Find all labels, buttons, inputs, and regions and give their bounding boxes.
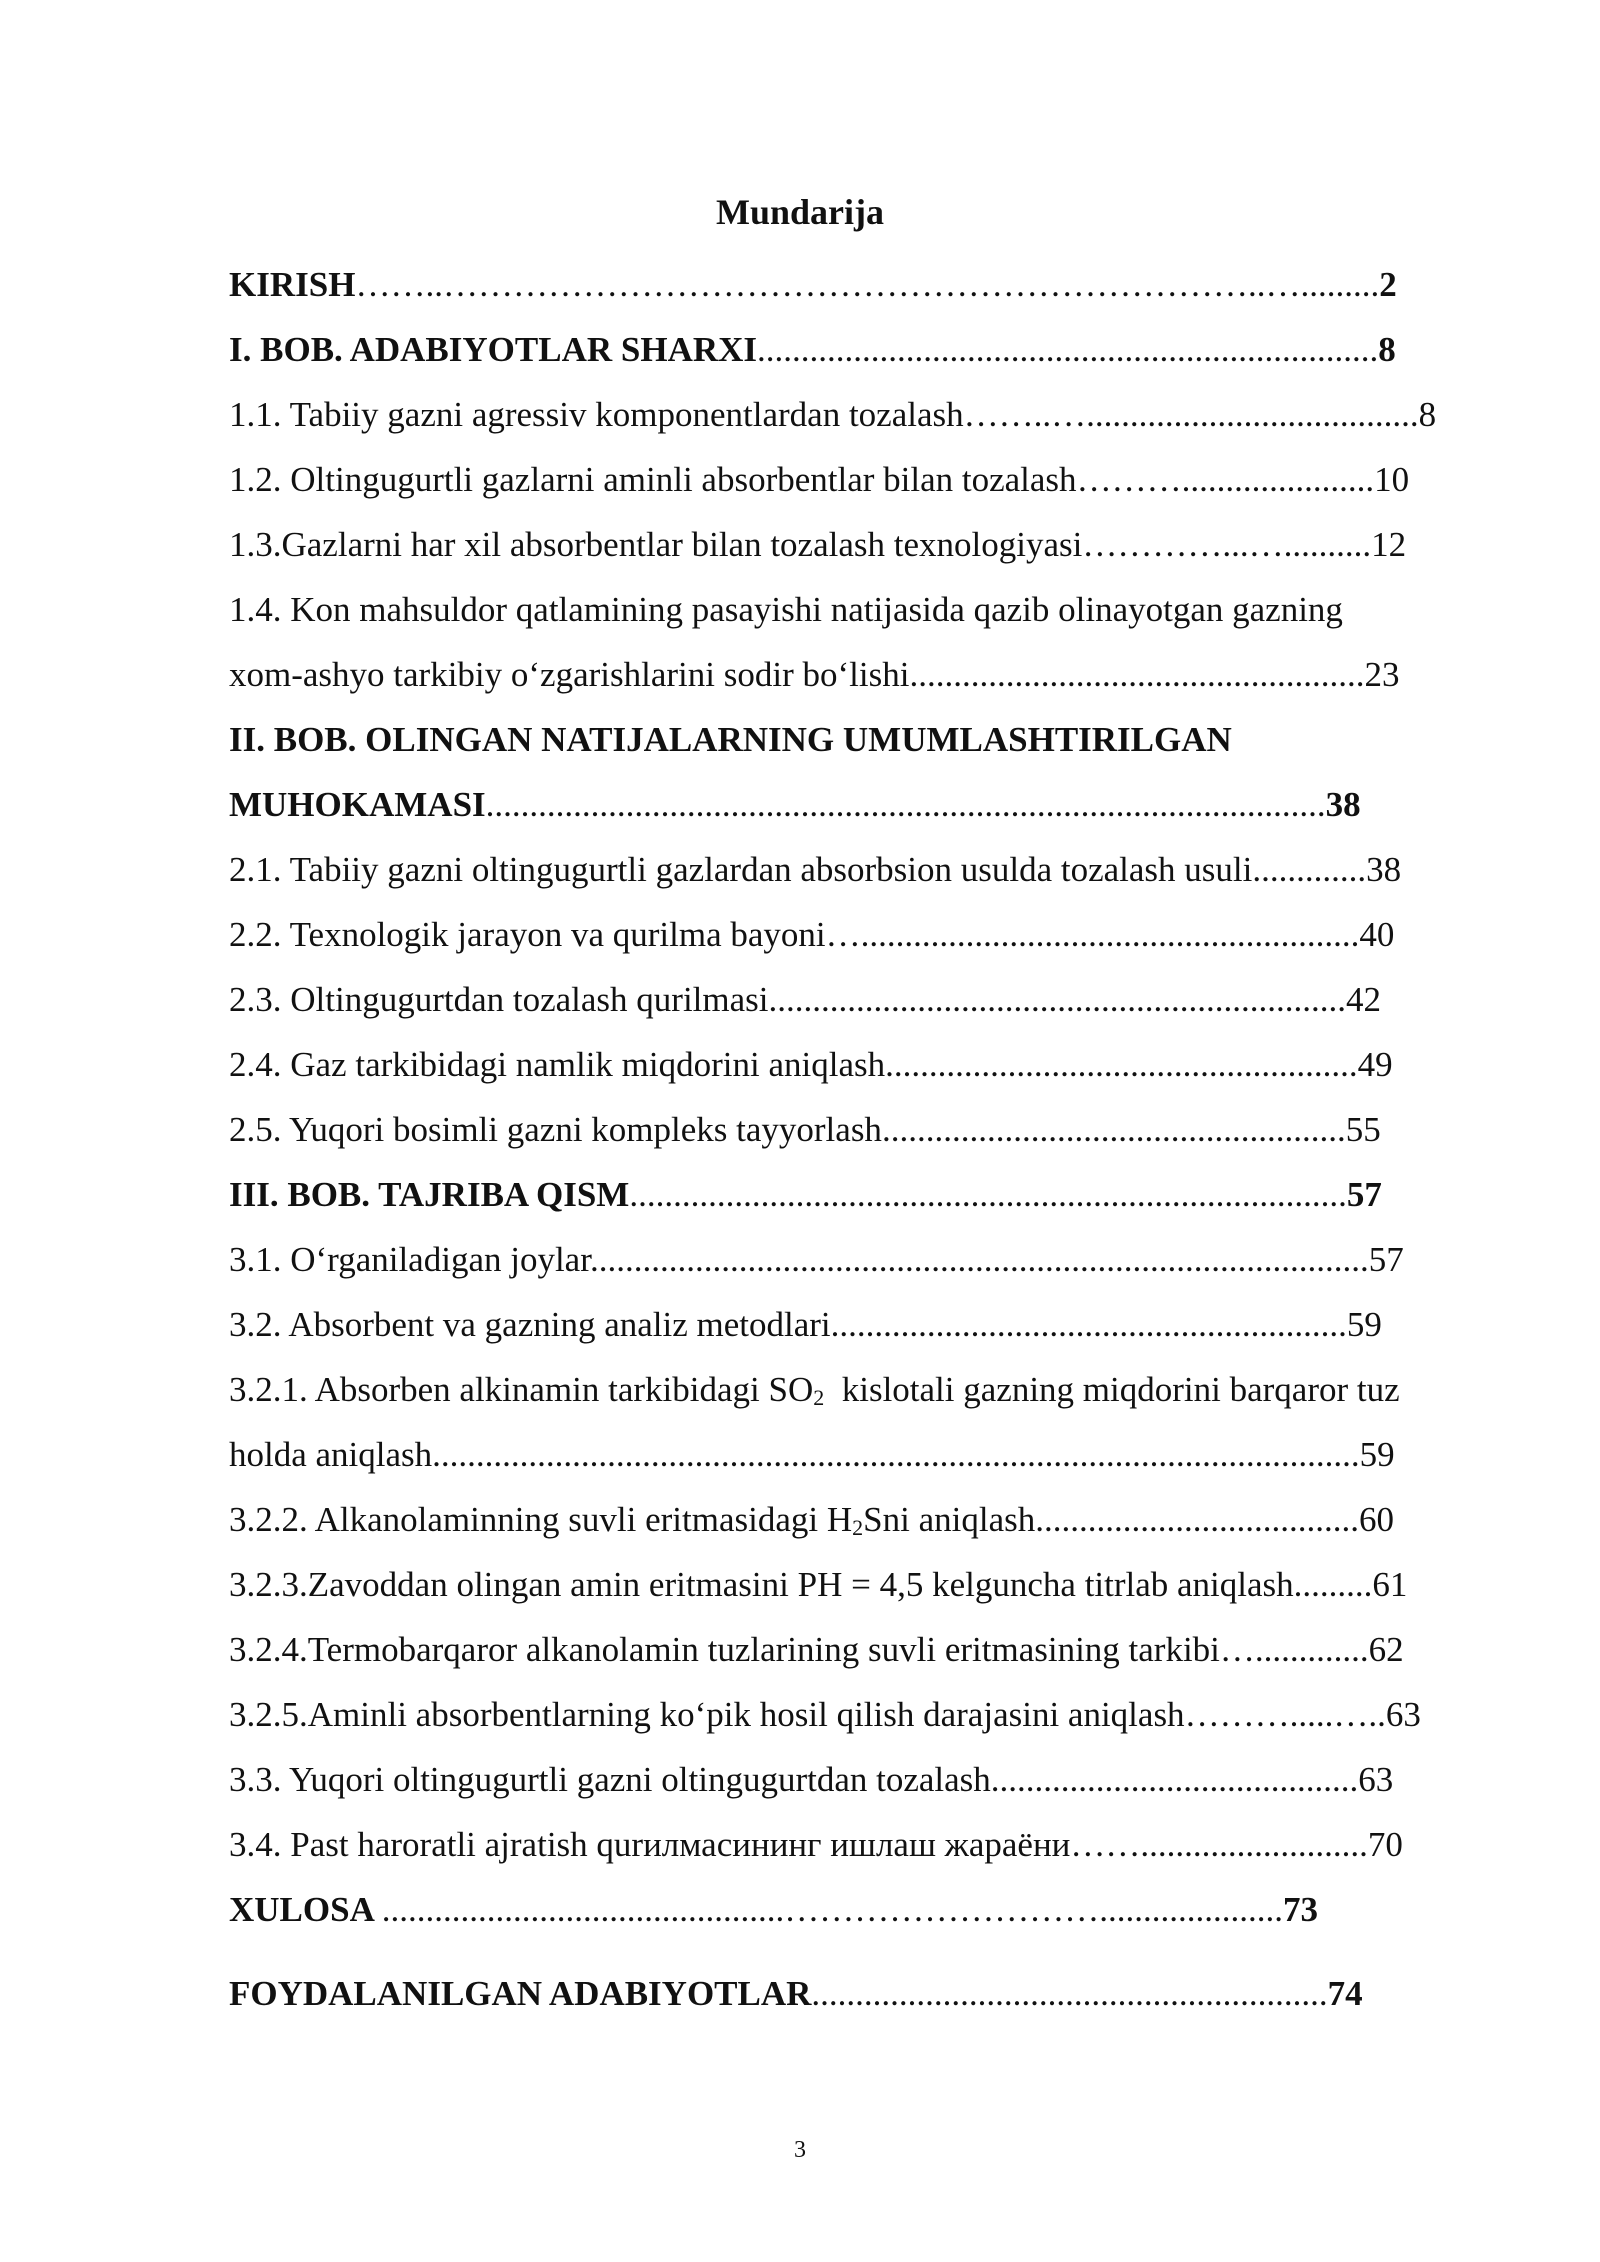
toc-entry-leader: ..............................................………………………..................... bbox=[381, 1890, 1283, 1929]
toc-entry-text: 3.2. Absorbent va gazning analiz metodlari bbox=[229, 1305, 831, 1344]
subscript: 2 bbox=[813, 1385, 825, 1410]
toc-entry-page: 8 bbox=[1418, 395, 1437, 434]
toc-entry-kirish bbox=[229, 252, 1504, 317]
toc-entry-text: xom-ashyo tarkibiy oʻzgarishlarini sodir boʻlishi bbox=[229, 655, 910, 694]
toc-entry-2-1 bbox=[229, 837, 1504, 902]
toc-entry-leader: ……..…...................................... bbox=[963, 395, 1419, 434]
toc-entry-leader: ……….....….. bbox=[1184, 1695, 1386, 1734]
toc-entry-leader: ..................................... bbox=[1035, 1500, 1359, 1539]
toc-entry-3-2-4 bbox=[229, 1617, 1504, 1682]
toc-entry-page: 57 bbox=[1368, 1240, 1404, 1279]
toc-entry-page: 73 bbox=[1282, 1890, 1318, 1929]
toc-entry-leader: ................................................................................................ bbox=[485, 785, 1326, 824]
toc-entry-text: KIRISH bbox=[229, 265, 356, 304]
toc-entry-page: 23 bbox=[1364, 655, 1400, 694]
toc-entry-leader: .......................................................................................................... bbox=[432, 1435, 1360, 1474]
toc-entry-page: 70 bbox=[1367, 1825, 1403, 1864]
toc-entry-text-continued: kislotali gazning miqdorini barqaror tuz bbox=[824, 1370, 1400, 1409]
toc-entry-page: 40 bbox=[1359, 915, 1395, 954]
toc-entry-page: 55 bbox=[1345, 1110, 1381, 1149]
toc-entry-2-4 bbox=[229, 1032, 1504, 1097]
toc-entry-2-5 bbox=[229, 1097, 1504, 1162]
toc-entry-chapter-2-line-1 bbox=[229, 707, 1504, 772]
toc-entry-page: 59 bbox=[1359, 1435, 1395, 1474]
toc-entry-leader: ............. bbox=[1252, 850, 1367, 889]
toc-entry-leader: ...................................................... bbox=[885, 1045, 1358, 1084]
toc-entry-page: 59 bbox=[1346, 1305, 1382, 1344]
toc-entry-chapter-3 bbox=[229, 1162, 1504, 1227]
toc-entry-leader: ………...................... bbox=[1076, 460, 1375, 499]
toc-entry-1-3 bbox=[229, 512, 1504, 577]
toc-entry-page: 2 bbox=[1379, 265, 1397, 304]
toc-entry-leader: ……..……………………………………………………………..…......... bbox=[355, 265, 1380, 304]
toc-entry-leader: ......................................................................................... bbox=[589, 1240, 1369, 1279]
toc-entry-1-2 bbox=[229, 447, 1504, 512]
toc-entry-text: 3.4. Past haroratli ajratish qurилмасининг ишлаш жараёни bbox=[229, 1825, 1071, 1864]
toc-entry-3-2-5 bbox=[229, 1682, 1504, 1747]
toc-entry-page: 74 bbox=[1327, 1974, 1363, 2013]
page-number: 3 bbox=[794, 2137, 806, 2163]
toc-entry-text: II. BOB. OLINGAN NATIJALARNING UMUMLASHTIRILGAN bbox=[229, 720, 1232, 759]
toc-entry-leader: ......... bbox=[1293, 1565, 1373, 1604]
toc-entry-leader: …............. bbox=[1219, 1630, 1369, 1669]
toc-entry-text: 3.2.5.Aminli absorbentlarning koʻpik hosil qilish darajasini aniqlash bbox=[229, 1695, 1185, 1734]
toc-entry-page: 61 bbox=[1372, 1565, 1408, 1604]
toc-entry-page: 42 bbox=[1346, 980, 1381, 1019]
toc-entry-leader: .................................................................................. bbox=[629, 1175, 1347, 1214]
toc-entry-leader: ........................................................... bbox=[811, 1974, 1328, 2013]
toc-entry-1-4-line-1 bbox=[229, 577, 1504, 642]
toc-entry-text: MUHOKAMASI bbox=[229, 785, 486, 824]
toc-entry-1-1 bbox=[229, 382, 1504, 447]
toc-entry-text: 1.4. Kon mahsuldor qatlamining pasayishi natijasida qazib olinayotgan gazning bbox=[229, 590, 1343, 629]
page-title: Mundarija bbox=[715, 192, 884, 232]
toc-entry-leader: .................................................................. bbox=[768, 980, 1346, 1019]
toc-entry-text: 1.2. Oltingugurtli gazlarni aminli absorbentlar bilan tozalash bbox=[229, 460, 1077, 499]
toc-entry-page: 57 bbox=[1346, 1175, 1382, 1214]
toc-entry-text: 2.2. Texnologik jarayon va qurilma bayoni bbox=[229, 915, 826, 954]
toc-entry-text: III. BOB. TAJRIBA QISM bbox=[229, 1175, 630, 1214]
toc-entry-page: 8 bbox=[1378, 330, 1396, 369]
toc-entry-page: 49 bbox=[1357, 1045, 1393, 1084]
toc-entry-3-2-1-line-2 bbox=[229, 1422, 1504, 1487]
toc-entry-text: 1.3.Gazlarni har xil absorbentlar bilan tozalash texnologiyasi bbox=[229, 525, 1083, 564]
toc-entry-text: FOYDALANILGAN ADABIYOTLAR bbox=[229, 1974, 812, 2013]
toc-entry-leader: .................................................... bbox=[909, 655, 1365, 694]
toc-entry-leader: …………...….......... bbox=[1082, 525, 1372, 564]
toc-entry-text-continued: Sni aniqlash bbox=[863, 1500, 1036, 1539]
toc-entry-text: 2.3. Oltingugurtdan tozalash qurilmasi bbox=[229, 980, 769, 1019]
toc-entry-leader: ....................................................................... bbox=[757, 330, 1379, 369]
toc-entry-text: 3.3. Yuqori oltingugurtli gazni oltingugurtdan tozalash bbox=[229, 1760, 991, 1799]
toc-entry-3-1 bbox=[229, 1227, 1504, 1292]
toc-entry-text: 1.1. Tabiiy gazni agressiv komponentlardan tozalash bbox=[229, 395, 964, 434]
toc-entry-xulosa bbox=[229, 1877, 1504, 1961]
toc-entry-3-2-2 bbox=[229, 1487, 1504, 1552]
toc-entry-3-2 bbox=[229, 1292, 1504, 1357]
toc-entry-3-4 bbox=[229, 1812, 1504, 1877]
toc-entry-leader: …….......................... bbox=[1070, 1825, 1368, 1864]
toc-entry-leader: ..................................................... bbox=[881, 1110, 1346, 1149]
toc-entry-text: 3.2.1. Absorben alkinamin tarkibidagi SO bbox=[229, 1370, 814, 1409]
toc-entry-page: 63 bbox=[1358, 1760, 1394, 1799]
toc-entry-page: 38 bbox=[1366, 850, 1402, 889]
toc-entry-1-4-line-2 bbox=[229, 642, 1504, 707]
toc-entry-3-3 bbox=[229, 1747, 1504, 1812]
toc-entry-2-3 bbox=[229, 967, 1504, 1032]
toc-entry-chapter-1 bbox=[229, 317, 1504, 382]
toc-entry-3-2-1-line-1 bbox=[229, 1357, 1504, 1422]
toc-entry-text: 3.1. Oʻrganiladigan joylar bbox=[229, 1240, 590, 1279]
toc-entry-page: 60 bbox=[1358, 1500, 1394, 1539]
toc-entry-text: 3.2.2. Alkanolaminning suvli eritmasidagi H bbox=[229, 1500, 853, 1539]
toc-entry-leader: ........................................................... bbox=[830, 1305, 1347, 1344]
toc-entry-text: I. BOB. ADABIYOTLAR SHARXI bbox=[229, 330, 758, 369]
toc-entry-2-2 bbox=[229, 902, 1504, 967]
table-of-contents bbox=[229, 252, 1504, 2026]
toc-entry-text: XULOSA bbox=[229, 1890, 382, 1929]
toc-entry-chapter-2-line-2 bbox=[229, 772, 1504, 837]
subscript: 2 bbox=[852, 1515, 864, 1540]
toc-entry-page: 12 bbox=[1371, 525, 1407, 564]
toc-entry-page: 63 bbox=[1385, 1695, 1421, 1734]
toc-entry-references bbox=[229, 1961, 1504, 2026]
toc-entry-text: 3.2.4.Termobarqaror alkanolamin tuzlarining suvli eritmasining tarkibi bbox=[229, 1630, 1220, 1669]
toc-entry-text: 2.4. Gaz tarkibidagi namlik miqdorini aniqlash bbox=[229, 1045, 886, 1084]
toc-entry-page: 38 bbox=[1325, 785, 1361, 824]
toc-entry-page: 10 bbox=[1374, 460, 1410, 499]
toc-entry-text: 2.5. Yuqori bosimli gazni kompleks tayyorlash bbox=[229, 1110, 882, 1149]
toc-entry-text: 2.1. Tabiiy gazni oltingugurtli gazlardan absorbsion usulda tozalash usuli bbox=[229, 850, 1253, 889]
toc-entry-page: 62 bbox=[1368, 1630, 1404, 1669]
toc-entry-leader: .......................................... bbox=[990, 1760, 1359, 1799]
toc-entry-leader: …......................................................... bbox=[825, 915, 1360, 954]
toc-entry-3-2-3 bbox=[229, 1552, 1504, 1617]
toc-entry-text: 3.2.3.Zavoddan olingan amin eritmasini PH = 4,5 kelguncha titrlab aniqlash bbox=[229, 1565, 1294, 1604]
toc-entry-text: holda aniqlash bbox=[229, 1435, 433, 1474]
